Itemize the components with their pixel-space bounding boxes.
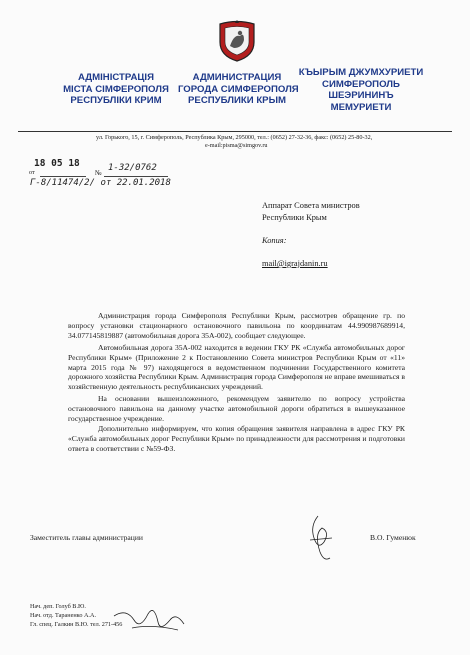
body-paragraph: Администрация города Симферополя Республики Крым, рассмотрев обращение гр. по вопросу установки стационарного остановочного павильона по координатам 44.990987689914, 34.077145819887 (автомобильная дорога 35А-002), сообщает следующее.	[68, 311, 405, 340]
initials-signature	[112, 598, 192, 638]
executor-line: Гл. спец. Галкин В.Ю. тел. 271-456	[30, 621, 123, 628]
address-line: ул. Горького, 15, г. Симферополь, Республика Крым, 295000, тел.: (0652) 27-32-36, факс: (0652) 25-80-32,	[96, 134, 373, 141]
date-ot-label: от	[29, 169, 35, 176]
signatory-name: В.О. Гуменюк	[370, 533, 416, 542]
email-line: e-mail:pisma@simgov.ru	[205, 142, 268, 149]
header-line: ГОРОДА СИМФЕРОПОЛЯ	[178, 83, 299, 95]
header-ukrainian	[54, 72, 178, 107]
copy-label: Копия:	[262, 236, 287, 245]
body-paragraph: Автомобильная дорога 35А-002 находится в ведении ГКУ РК «Служба автомобильных дорог Республики Крым» (Приложение 2 к Постановлению Совета министров Республики Крым от «11» марта 2015 года № 97) находящегося в ведомственном подчинении Государственного комитета дорожного хозяйства Республики Крым. Администрация города Симферополя не вправе вмешиваться в хозяйственную деятельность республиканских учреждений.	[68, 342, 405, 392]
addressee-line-1: Аппарат Совета министров	[262, 201, 360, 210]
header-line: МЕМУРИЕТИ	[330, 101, 392, 113]
header-divider	[18, 131, 452, 132]
header-russian	[178, 72, 299, 107]
body-paragraph: Дополнительно информируем, что копия обращения заявителя направлена в адрес ГКУ РК «Служба автомобильных дорог Республики Крым» по принадлежности для рассмотрения и подготовки ответа в соответствии с №59-ФЗ.	[68, 423, 405, 453]
incoming-reference: Г-8/11474/2/ от 22.01.2018	[30, 178, 171, 188]
outgoing-number: 1-32/0762	[108, 163, 157, 173]
number-underline	[104, 176, 168, 177]
copy-email-link[interactable]: mail@igrajdanin.ru	[262, 259, 328, 268]
header-line: МІСТА СІМФЕРОПОЛЯ	[63, 83, 169, 95]
date-stamp: 18 05 18	[34, 158, 80, 169]
header-line: АДМІНІСТРАЦІЯ	[78, 72, 154, 83]
executor-line: Нач. отд. Тараненко А.А.	[30, 612, 96, 619]
header-line: РЕСПУБЛИКИ КРЫМ	[188, 95, 286, 106]
executor-line: Нач. деп. Голуб В.Ю.	[30, 603, 86, 610]
number-label: №	[95, 169, 102, 177]
date-underline	[40, 176, 86, 177]
addressee-line-2: Республики Крым	[262, 213, 327, 222]
header-line: ШЕЭРИНИНЪ	[328, 90, 394, 101]
body-paragraph: На основании вышеизложенного, рекомендуем заявителю по вопросу устройства остановочного павильона на данному участке автомобильной дороги обратиться в вышеуказанное государственное учреждение.	[68, 394, 405, 424]
header-line: РЕСПУБЛІКИ КРИМ	[70, 95, 162, 106]
handwritten-signature	[300, 512, 348, 564]
header-crimean-tatar	[296, 67, 426, 113]
header-line: КЪЫРЫМ ДЖУМХУРИЕТИ	[298, 67, 424, 78]
coat-of-arms-emblem	[216, 18, 258, 62]
letter-body	[68, 311, 405, 454]
header-line: АДМИНИСТРАЦИЯ	[192, 72, 282, 83]
header-line: СИМФЕРОПОЛЬ	[322, 78, 400, 90]
signatory-position: Заместитель главы администрации	[30, 533, 143, 542]
